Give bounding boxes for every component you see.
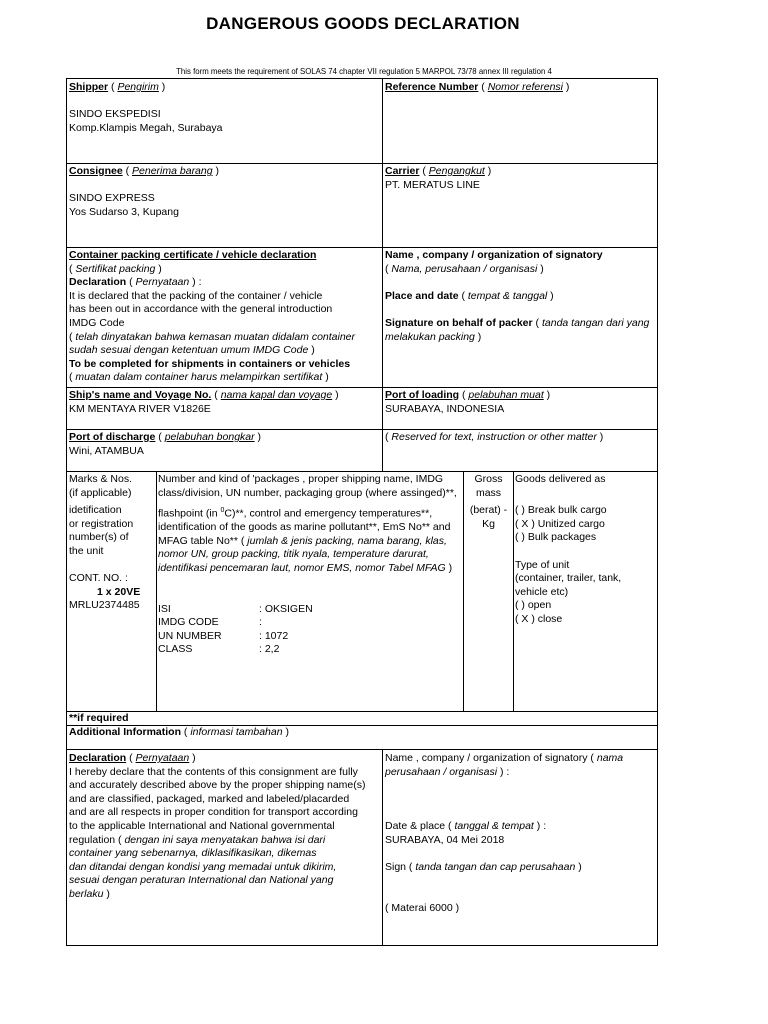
unit-type-title: Type of unit (515, 558, 570, 571)
delivered-option: ( ) Bulk packages (515, 531, 597, 544)
delivered-option: ( ) Break bulk cargo (515, 504, 607, 517)
port-loading-label-id: pelabuhan muat (468, 389, 544, 401)
declaration-id-line: berlaku (69, 887, 104, 900)
declaration-line: to the applicable International and National governmental (69, 819, 335, 832)
additional-info-label: Additional Information (69, 726, 181, 738)
goods-item-label: CLASS (158, 643, 193, 656)
decl-name-label-id: nama (596, 752, 624, 764)
marks-line: idetification (69, 504, 122, 517)
goods-line: Number and kind of 'packages , proper shipping name, IMDG (158, 473, 444, 485)
delivered-section (515, 473, 621, 627)
declaration-line: I hereby declare that the contents of this consignment are fully (69, 765, 358, 778)
materai-label: ( Materai 6000 ) (385, 901, 460, 914)
container-cert-label-id: Sertifikat packing (75, 262, 156, 275)
place-date-label: Place and date (385, 289, 459, 302)
consignee-name: SINDO EXPRESS (69, 192, 155, 205)
goods-line: C)**, control and emergency temperatures**, (224, 507, 433, 520)
signatory-label: Name , company / organization of signatory (385, 249, 603, 261)
if-required-note: **if required (69, 712, 129, 724)
signature-label-id: melakukan packing (385, 330, 475, 343)
port-loading-value: SURABAYA, INDONESIA (385, 402, 505, 415)
signature-label: Signature on behalf of packer (385, 316, 533, 329)
goods-item-value: : (259, 616, 262, 629)
goods-line-id: nomor UN, group packing, titik nyala, temperature darurat, (158, 548, 429, 561)
column-divider (156, 471, 157, 711)
gross-mass-section (464, 473, 513, 531)
unit-type-line: (container, trailer, tank, (515, 572, 622, 585)
marks-line: Marks & Nos. (69, 473, 133, 485)
additional-info-section: Additional Information ( informasi tambahan ) (69, 726, 289, 738)
cont-size: 1 x 20VE (97, 585, 141, 598)
ship-label: Ship's name and Voyage No. (69, 389, 212, 401)
unit-type-option: ( X ) close (515, 612, 563, 625)
goods-line-id: identifikasi pencemaran laut, nomor EMS, nomor Tabel MFAG (158, 562, 446, 575)
declaration-form (66, 78, 658, 946)
shipper-name: SINDO EKSPEDISI (69, 108, 161, 121)
delivered-option: ( X ) Unitized cargo (515, 517, 605, 530)
consignee-label-id: Penerima barang (132, 165, 213, 177)
reserved-label: Reserved for text, instruction or other matter (391, 431, 597, 443)
unit-type-line: vehicle etc) (515, 585, 569, 598)
marks-section (69, 473, 140, 613)
carrier-value: PT. MERATUS LINE (385, 178, 480, 191)
container-cert-section: Container packing certificate / vehicle declaration ( Sertifikat packing ) Declaration ( Pernyataan ) : It is declared that the packing of the container / vehicle has been out in accordance with the general introduction IMDG Code ( telah dinyatakan bahwa kemasan muatan didalam container sudah sesuai dengan ketentuan umum IMDG Code ) To be completed for shipments in containers or vehicles ( muatan dalam container harus melampirkan sertifikat ) (69, 249, 356, 384)
port-discharge-label-id: pelabuhan bongkar (164, 431, 255, 443)
degree-mark: 0 (220, 507, 225, 515)
declaration-line: and are all respects in proper condition for transport according (69, 806, 358, 819)
ship-value: KM MENTAYA RIVER V1826E (69, 402, 211, 415)
declaration-line: regulation ( (69, 833, 122, 846)
port-loading-section: Port of loading ( pelabuhan muat ) SURABAYA, INDONESIA (385, 389, 551, 415)
declaration-line: and are classified, packaged, marked and labeled/placarded (69, 792, 350, 805)
declaration-id-line: sesuai dengan peraturan International dan National yang (69, 874, 334, 887)
shipper-section: Shipper ( Pengirim ) SINDO EKSPEDISI Komp.Klampis Megah, Surabaya (69, 81, 223, 134)
signatory-label-id: Nama, perusahaan / organisasi (391, 262, 538, 275)
declaration-id-line: container yang sebenarnya, diklasifikasikan, dikemas (69, 847, 317, 860)
decl-sign-label: Sign ( (385, 860, 413, 873)
reference-section: Reference Number ( Nomor referensi ) (385, 81, 570, 93)
goods-item-value: : OKSIGEN (259, 602, 313, 615)
column-divider (513, 471, 514, 711)
marks-line: (if applicable) (69, 486, 132, 499)
container-decl-line: It is declared that the packing of the container / vehicle (69, 289, 323, 302)
decl-date-value: SURABAYA, 04 Mei 2018 (385, 833, 505, 846)
reference-label-id: Nomor referensi (487, 81, 563, 93)
goods-item-value: : 2,2 (259, 643, 280, 656)
consignee-address: Yos Sudarso 3, Kupang (69, 205, 179, 218)
declaration-label: Declaration (69, 752, 127, 764)
marks-line: the unit (69, 544, 104, 557)
signature-label-id: tanda tangan dari yang (541, 316, 650, 329)
declaration-label-id: Pernyataan (135, 752, 190, 764)
ship-label-id: nama kapal dan voyage (220, 389, 333, 401)
container-decl-id-line: sudah sesuai dengan ketentuan umum IMDG Code (69, 344, 309, 357)
row-divider (67, 429, 657, 430)
port-loading-label: Port of loading (385, 389, 460, 401)
container-decl-label-id: Pernyataan (135, 276, 190, 289)
goods-line: flashpoint (in (158, 507, 221, 520)
carrier-label-id: Pengangkut (428, 165, 485, 177)
delivered-title: Goods delivered as (515, 473, 606, 485)
row-divider (67, 247, 657, 248)
consignee-section: Consignee ( Penerima barang ) SINDO EXPRESS Yos Sudarso 3, Kupang (69, 165, 220, 218)
gross-line: Gross (474, 473, 503, 485)
document-title: DANGEROUS GOODS DECLARATION (206, 14, 520, 33)
port-discharge-section: Port of discharge ( pelabuhan bongkar ) Wini, ATAMBUA (69, 431, 262, 457)
declaration-section: Declaration ( Pernyataan ) I hereby declare that the contents of this consignment are fully and accurately described above by the proper shipping name(s) and are classified, packaged, marked and labeled/placarded and are all respects in proper condition for transport according to the applicable International and National governmental regulation ( dengan ini saya menyatakan bahwa isi dari container yang sebenarnya, diklasifikasikan, dikemas dan ditandai dengan kondisi yang memadai untuk dikirim, sesuai dengan peraturan International dan National yang berlaku ) (69, 752, 366, 900)
port-discharge-value: Wini, ATAMBUA (69, 444, 144, 457)
declaration-signatory-section: Name , company / organization of signatory ( nama perusahaan / organisasi ) : Date & place ( tanggal & tempat ) : SURABAYA, 04 Mei 2018 Sign ( tanda tangan dan cap perusahaan ) ( Materai 6000 ) (385, 752, 624, 914)
goods-line: identification of the goods as marine pollutant**, EmS No** and (158, 521, 451, 534)
container-cert-label: Container packing certificate / vehicle declaration (69, 249, 317, 261)
container-decl-id-line: telah dinyatakan bahwa kemasan muatan didalam container (75, 330, 356, 343)
gross-line: mass (475, 486, 502, 499)
container-complete-note: To be completed for shipments in containers or vehicles (69, 357, 351, 370)
decl-sign-label-id: tanda tangan dan cap perusahaan (415, 860, 576, 873)
goods-line: MFAG table No** ( (158, 534, 245, 547)
port-discharge-label: Port of discharge (69, 431, 156, 443)
decl-date-label-id: tanggal & tempat (454, 819, 534, 832)
carrier-section: Carrier ( Pengangkut ) PT. MERATUS LINE (385, 165, 492, 191)
gross-line: (berat) - (469, 504, 508, 517)
container-decl-line: IMDG Code (69, 316, 125, 329)
gross-line: Kg (482, 517, 495, 530)
container-decl-line: has been out in accordance with the general introduction (69, 303, 333, 316)
row-divider (67, 749, 657, 750)
column-divider (382, 749, 383, 945)
unit-type-option: ( ) open (515, 599, 552, 612)
marks-line: number(s) of (69, 531, 129, 544)
goods-line: class/division, UN number, packaging group (where assinged)**, (158, 486, 457, 499)
shipper-label: Shipper (69, 81, 109, 93)
cont-no-label: CONT. NO. : (69, 572, 128, 585)
ship-section: Ship's name and Voyage No. ( nama kapal dan voyage ) KM MENTAYA RIVER V1826E (69, 389, 339, 415)
container-complete-note-id: muatan dalam container harus melampirkan sertifikat (75, 371, 323, 384)
goods-item-label: UN NUMBER (158, 629, 222, 642)
row-divider (67, 163, 657, 164)
reference-label: Reference Number (385, 81, 479, 93)
declaration-line: and accurately described above by the proper shipping name(s) (69, 779, 366, 792)
shipper-address: Komp.Klampis Megah, Surabaya (69, 121, 223, 134)
cont-no: MRLU2374485 (69, 599, 140, 612)
row-divider (67, 387, 657, 388)
decl-name-label: Name , company / organization of signatory ( (385, 752, 594, 764)
shipper-label-id: Pengirim (117, 81, 159, 93)
column-divider (382, 79, 383, 471)
marks-line: or registration (69, 517, 134, 530)
declaration-id-line: dan ditandai dengan kondisi yang memadai untuk dikirim, (69, 860, 337, 873)
row-divider (67, 711, 657, 712)
consignee-label: Consignee (69, 165, 123, 177)
goods-item-label: ISI (158, 602, 171, 615)
goods-line-id: jumlah & jenis packing, nama barang, klas, (247, 534, 447, 547)
goods-item-label: IMDG CODE (158, 616, 219, 629)
place-date-label-id: tempat & tanggal (467, 289, 548, 302)
signatory-section: Name , company / organization of signatory ( Nama, perusahaan / organisasi ) Place and date ( tempat & tanggal ) Signature on behalf of packer ( tanda tangan dari yang melakukan packing ) (385, 249, 650, 343)
additional-info-label-id: informasi tambahan (190, 726, 283, 738)
container-decl-label: Declaration (69, 276, 127, 289)
document-subtitle: This form meets the requirement of SOLAS 74 chapter VII regulation 5 MARPOL 73/78 annex III regulation 4 (176, 66, 552, 76)
goods-section: Number and kind of 'packages , proper shipping name, IMDG class/division, UN number, packaging group (where assinged)**, flashpoint (in $^0$C)**, control and emergency temperatures**, identification of the goods as marine pollutant**, EmS No** and MFAG table No** ( jumlah & jenis packing, nama barang, klas, nomor UN, group packing, titik nyala, temperature darurat, identifikasi pencemaran laut, nomor EMS, nomor Tabel MFAG ) ISI : OKSIGEN IMDG CODE : UN NUMBER : 1072 CLASS : 2,2 (158, 473, 457, 656)
goods-item-value: : 1072 (259, 629, 289, 642)
declaration-id-line: dengan ini saya menyatakan bahwa isi dari (124, 833, 326, 846)
decl-date-label: Date & place ( (385, 819, 452, 832)
carrier-label: Carrier (385, 165, 420, 177)
reserved-section: ( Reserved for text, instruction or other matter ) (385, 431, 604, 443)
decl-name-label-id: perusahaan / organisasi (385, 765, 498, 778)
